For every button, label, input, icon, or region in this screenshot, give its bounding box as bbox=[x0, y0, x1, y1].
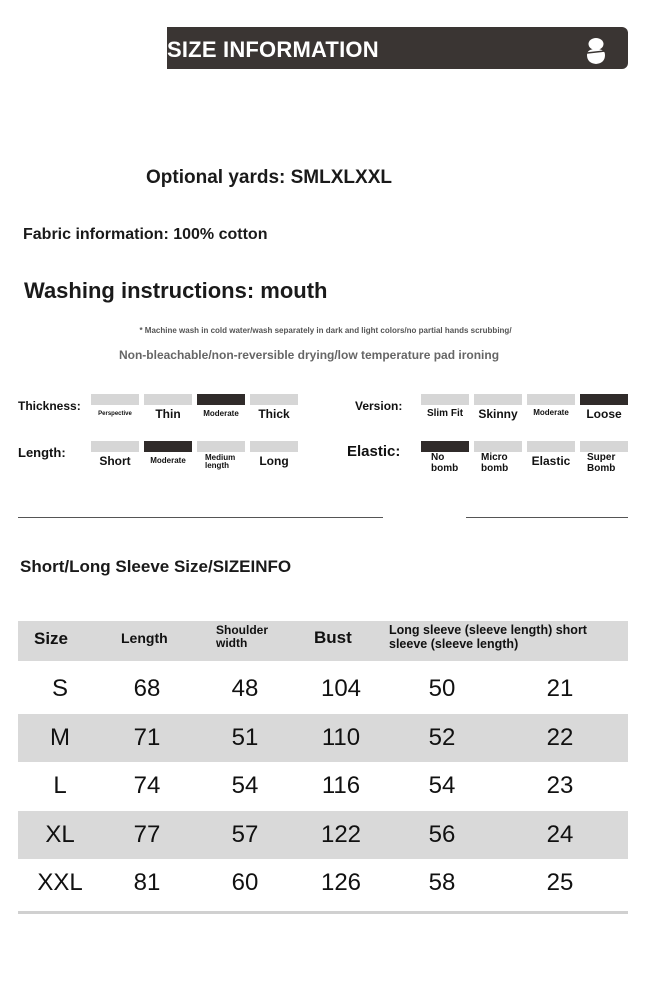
cell-short-sleeve: 25 bbox=[546, 869, 574, 897]
cell-shoulder: 60 bbox=[231, 869, 259, 897]
table-row bbox=[18, 762, 628, 811]
cell-short-sleeve: 24 bbox=[546, 820, 574, 848]
header-title: SIZE INFORMATION bbox=[167, 37, 379, 62]
header-bust: Bust bbox=[314, 628, 352, 647]
version-option-loose: Loose bbox=[580, 394, 628, 421]
header-banner bbox=[167, 27, 628, 69]
cell-bust: 126 bbox=[320, 869, 362, 897]
table-bottom-border bbox=[18, 911, 628, 914]
washing-note-2: Non-bleachable/non-reversible drying/low temperature pad ironing bbox=[118, 348, 500, 362]
cell-short-sleeve: 23 bbox=[546, 772, 574, 800]
thickness-option-perspective: Perspective bbox=[91, 394, 139, 417]
version-option-moderate: Moderate bbox=[527, 394, 575, 417]
cell-short-sleeve: 21 bbox=[546, 675, 574, 703]
table-header-row bbox=[18, 621, 628, 661]
cell-size: L bbox=[53, 772, 67, 800]
cell-shoulder: 57 bbox=[231, 820, 259, 848]
elastic-option-no-bomb: No bomb bbox=[421, 441, 469, 474]
thickness-label: Thickness: bbox=[18, 399, 81, 413]
cell-bust: 104 bbox=[320, 675, 362, 703]
cell-size: XXL bbox=[37, 869, 83, 897]
thickness-option-moderate: Moderate bbox=[197, 394, 245, 418]
cell-long-sleeve: 52 bbox=[428, 723, 456, 751]
cell-length: 68 bbox=[133, 675, 161, 703]
divider-left bbox=[18, 517, 383, 518]
cell-size: M bbox=[50, 723, 70, 751]
cell-size: S bbox=[51, 675, 68, 703]
cell-bust: 122 bbox=[320, 820, 362, 848]
length-option-moderate: Moderate bbox=[144, 441, 192, 465]
cell-bust: 110 bbox=[321, 723, 361, 751]
table-row bbox=[18, 665, 628, 714]
cell-length: 81 bbox=[133, 869, 161, 897]
elastic-label: Elastic: bbox=[347, 443, 401, 460]
cell-length: 74 bbox=[133, 772, 161, 800]
length-option-short: Short bbox=[91, 441, 139, 468]
header-sleeve-length: Long sleeve (sleeve length) short sleeve (sleeve length) bbox=[389, 623, 587, 651]
size-table-title: Short/Long Sleeve Size/SIZEINFO bbox=[20, 557, 292, 576]
cell-size: XL bbox=[45, 820, 75, 848]
cell-shoulder: 54 bbox=[231, 772, 259, 800]
cell-short-sleeve: 22 bbox=[546, 723, 574, 751]
version-option-slim-fit: Slim Fit bbox=[421, 394, 469, 420]
version-option-skinny: Skinny bbox=[474, 394, 522, 421]
elastic-option-micro-bomb: Micro bomb bbox=[474, 441, 522, 474]
cell-shoulder: 51 bbox=[231, 723, 259, 751]
divider-right bbox=[466, 517, 628, 518]
washing-instructions: Washing instructions: mouth bbox=[24, 278, 328, 303]
length-option-medium-length: Medium length bbox=[197, 441, 245, 471]
header-length: Length bbox=[121, 630, 168, 646]
header-shoulder-width: Shoulder width bbox=[216, 623, 269, 651]
fabric-info: Fabric information: 100% cotton bbox=[23, 226, 268, 243]
cell-long-sleeve: 54 bbox=[428, 772, 456, 800]
table-row bbox=[18, 811, 628, 860]
length-label: Length: bbox=[18, 445, 66, 460]
length-option-long: Long bbox=[250, 441, 298, 468]
table-row bbox=[18, 714, 628, 763]
elastic-option-elastic: Elastic bbox=[527, 441, 575, 468]
thickness-option-thick: Thick bbox=[250, 394, 298, 421]
cell-length: 71 bbox=[133, 723, 161, 751]
optional-yards: Optional yards: SMLXLXXL bbox=[146, 167, 392, 188]
cell-long-sleeve: 56 bbox=[428, 820, 456, 848]
washing-note-1: * Machine wash in cold water/wash separately in dark and light colors/no partial hands scrubbing/ bbox=[139, 326, 512, 335]
thickness-option-thin: Thin bbox=[144, 394, 192, 421]
brand-logo-icon bbox=[585, 37, 607, 65]
cell-bust: 116 bbox=[321, 772, 361, 800]
cell-shoulder: 48 bbox=[231, 675, 259, 703]
size-table bbox=[18, 621, 628, 908]
table-row bbox=[18, 859, 628, 908]
cell-long-sleeve: 58 bbox=[428, 869, 456, 897]
elastic-option-super-bomb: Super Bomb bbox=[580, 441, 628, 474]
cell-long-sleeve: 50 bbox=[428, 675, 456, 703]
version-label: Version: bbox=[355, 399, 403, 413]
header-size: Size bbox=[34, 629, 69, 648]
cell-length: 77 bbox=[133, 820, 161, 848]
